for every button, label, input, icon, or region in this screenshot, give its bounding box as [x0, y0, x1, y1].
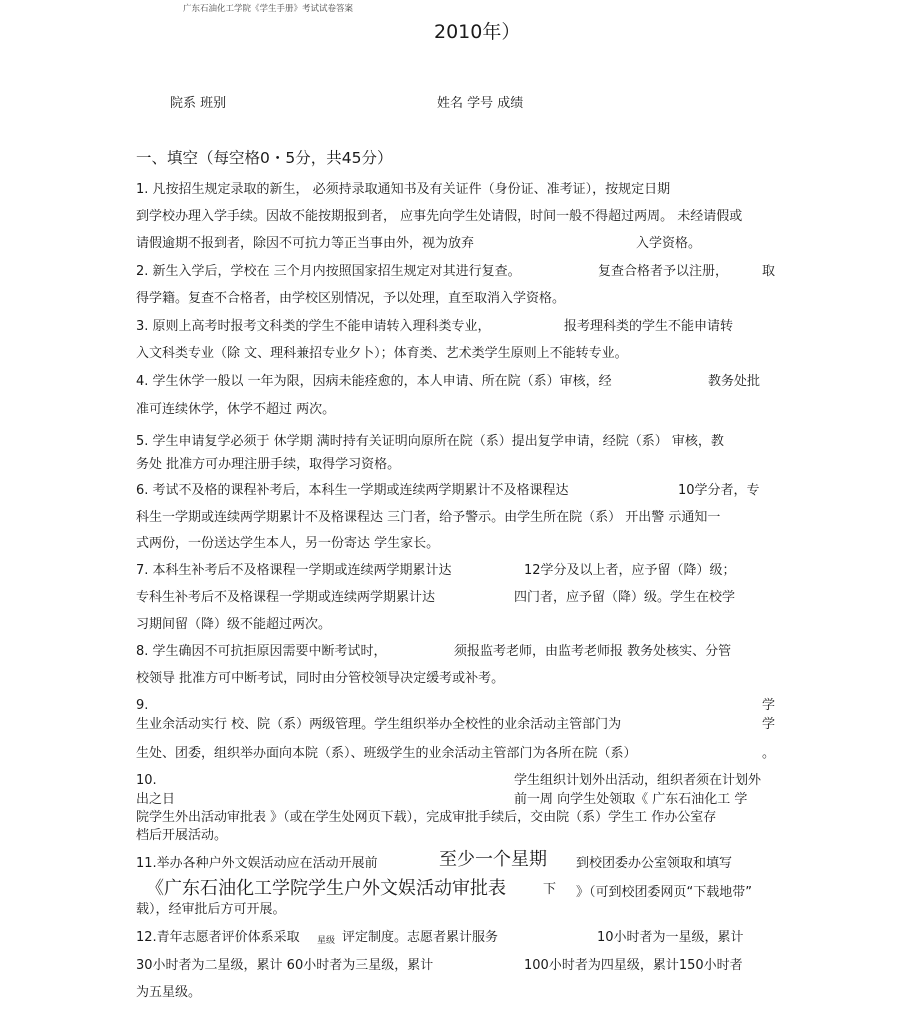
- q9-line2: 生业余活动实行 校、院（系）两级管理。学生组织举办全校性的业余活动主管部门为: [136, 717, 622, 732]
- q1-line3-answer: 入学资格。: [636, 236, 702, 251]
- q12-line1: 12.青年志愿者评价体系采取: [136, 930, 300, 945]
- q11-line1-end: 到校团委办公室领取和填写: [576, 856, 733, 871]
- q8-line1: 8. 学生确因不可抗拒原因需要中断考试时，: [136, 644, 387, 659]
- q1-line1: 1. 凡按招生规定录取的新生， 必须持录取通知书及有关证件（身份证、准考证），按规定日期: [136, 182, 671, 197]
- q10-line2-end: 前一周 向学生处领取《 广东石油化工 学: [514, 792, 748, 807]
- q9-right2: 学: [762, 717, 776, 732]
- q1-line2: 到学校办理入学手续。因故不能按期报到者， 应事先向学生处请假，时间一般不得超过两周。 未经请假或: [136, 209, 743, 224]
- q8-line1-end: 须报监考老师，由监考老师报 教务处核实、分管: [454, 644, 732, 659]
- q6-line1: 6. 考试不及格的课程补考后，本科生一学期或连续两学期累计不及格课程达: [136, 483, 569, 498]
- q12-line2-end: 100小时者为四星级，累计150小时者: [524, 958, 743, 973]
- q9-right3: 。: [762, 746, 776, 761]
- q11-line2-end: 》（可到校团委网页“下载地带”: [576, 885, 752, 900]
- q6-line1-end: 10学分者，专: [678, 483, 760, 498]
- q10-line2: 出之日: [136, 792, 176, 807]
- q5-line1: 5. 学生申请复学必须于 休学期 满时持有关证明向原所在院（系）提出复学申请，经院（系） 审核，教: [136, 434, 724, 449]
- q9-line3: 生处、团委，组织举办面向本院（系）、班级学生的业余活动主管部门为各所在院（系）: [136, 746, 637, 761]
- q10-line3: 院学生外出活动审批表 》（或在学生处网页下载），完成审批手续后，交由院（系）学生工 作办公室存: [136, 810, 717, 825]
- q10-line4: 档后开展活动。: [136, 828, 228, 843]
- q3-line2: 入文科类专业（除 文、理科兼招专业夕卜）；体育类、艺术类学生原则上不能转专业。: [136, 346, 628, 361]
- q11-line1: 11.举办各种户外文娱活动应在活动开展前: [136, 856, 378, 871]
- q4-line2: 准可连续休学，休学不超过 两次。: [136, 402, 336, 417]
- q7-line3: 习期间留（降）级不能超过两次。: [136, 617, 332, 632]
- q6-line2: 科生一学期或连续两学期累计不及格课程达 三门者，给予警示。由学生所在院（系） 开出警 示通知一: [136, 510, 721, 525]
- q1-line3: 请假逾期不报到者，除因不可抗力等正当事由外，视为放弃: [136, 236, 475, 251]
- page-header: 广东石油化工学院《学生手册》考试试卷答案: [183, 4, 354, 14]
- q2-line2: 得学籍。复查不合格者，由学校区别情况，予以处理，直至取消入学资格。: [136, 291, 566, 306]
- q3-line1: 3. 原则上高考时报考文科类的学生不能申请转入理科类专业，: [136, 319, 491, 334]
- q2-line1-end: 取: [762, 264, 776, 279]
- q3-line1-end: 报考理科类的学生不能申请转: [564, 319, 734, 334]
- q11-line2-mid: 下: [543, 882, 557, 897]
- q12-line1-mid: 评定制度。志愿者累计服务: [342, 930, 499, 945]
- q6-line3: 式两份，一份送达学生本人，另一份寄达 学生家长。: [136, 536, 440, 551]
- student-info-dept: 院系 班别: [170, 96, 227, 111]
- q4-line1-end: 教务处批: [708, 374, 761, 389]
- q7-line1-end: 12学分及以上者，应予留（降）级；: [524, 563, 736, 578]
- q9-right1: 学: [762, 698, 776, 713]
- q12-line1-end: 10小时者为一星级，累计: [597, 930, 744, 945]
- q8-line2: 校领导 批准方可中断考试，同时由分管校领导决定缓考或补考。: [136, 671, 505, 686]
- q7-line2: 专科生补考后不及格课程一学期或连续两学期累计达: [136, 590, 436, 605]
- q4-line1: 4. 学生休学一般以 一年为限，因病未能痊愈的，本人申请、所在院（系）审核，经: [136, 374, 612, 389]
- section-title: 一、填空（每空格0・5分，共45分）: [136, 149, 393, 167]
- q10-line1-end: 学生组织计划外出活动，组织者须在计划外: [514, 773, 762, 788]
- q10-number: 10.: [136, 773, 157, 788]
- q7-line1: 7. 本科生补考后不及格课程一学期或连续两学期累计达: [136, 563, 452, 578]
- q12-line3: 为五星级。: [136, 985, 202, 1000]
- q11-answer-1: 至少一个星期: [439, 849, 547, 870]
- q9-number: 9.: [136, 698, 149, 713]
- q2-line1-mid: 复查合格者予以注册，: [598, 264, 729, 279]
- q5-line2: 务处 批准方可办理注册手续，取得学习资格。: [136, 457, 401, 472]
- q7-line2-end: 四门者，应予留（降）级。学生在校学: [514, 590, 736, 605]
- q12-line2: 30小时者为二星级，累计 60小时者为三星级，累计: [136, 958, 434, 973]
- q11-answer-2: 《广东石油化工学院学生户外文娱活动审批表: [146, 878, 506, 899]
- student-info-name: 姓名 学号 成绩: [437, 96, 524, 111]
- q12-answer-star: 星级: [317, 936, 336, 946]
- exam-title: 2010年）: [434, 21, 521, 43]
- q2-line1: 2. 新生入学后，学校在 三个月内按照国家招生规定对其进行复查。: [136, 264, 521, 279]
- q11-line3: 载），经审批后方可开展。: [136, 902, 286, 917]
